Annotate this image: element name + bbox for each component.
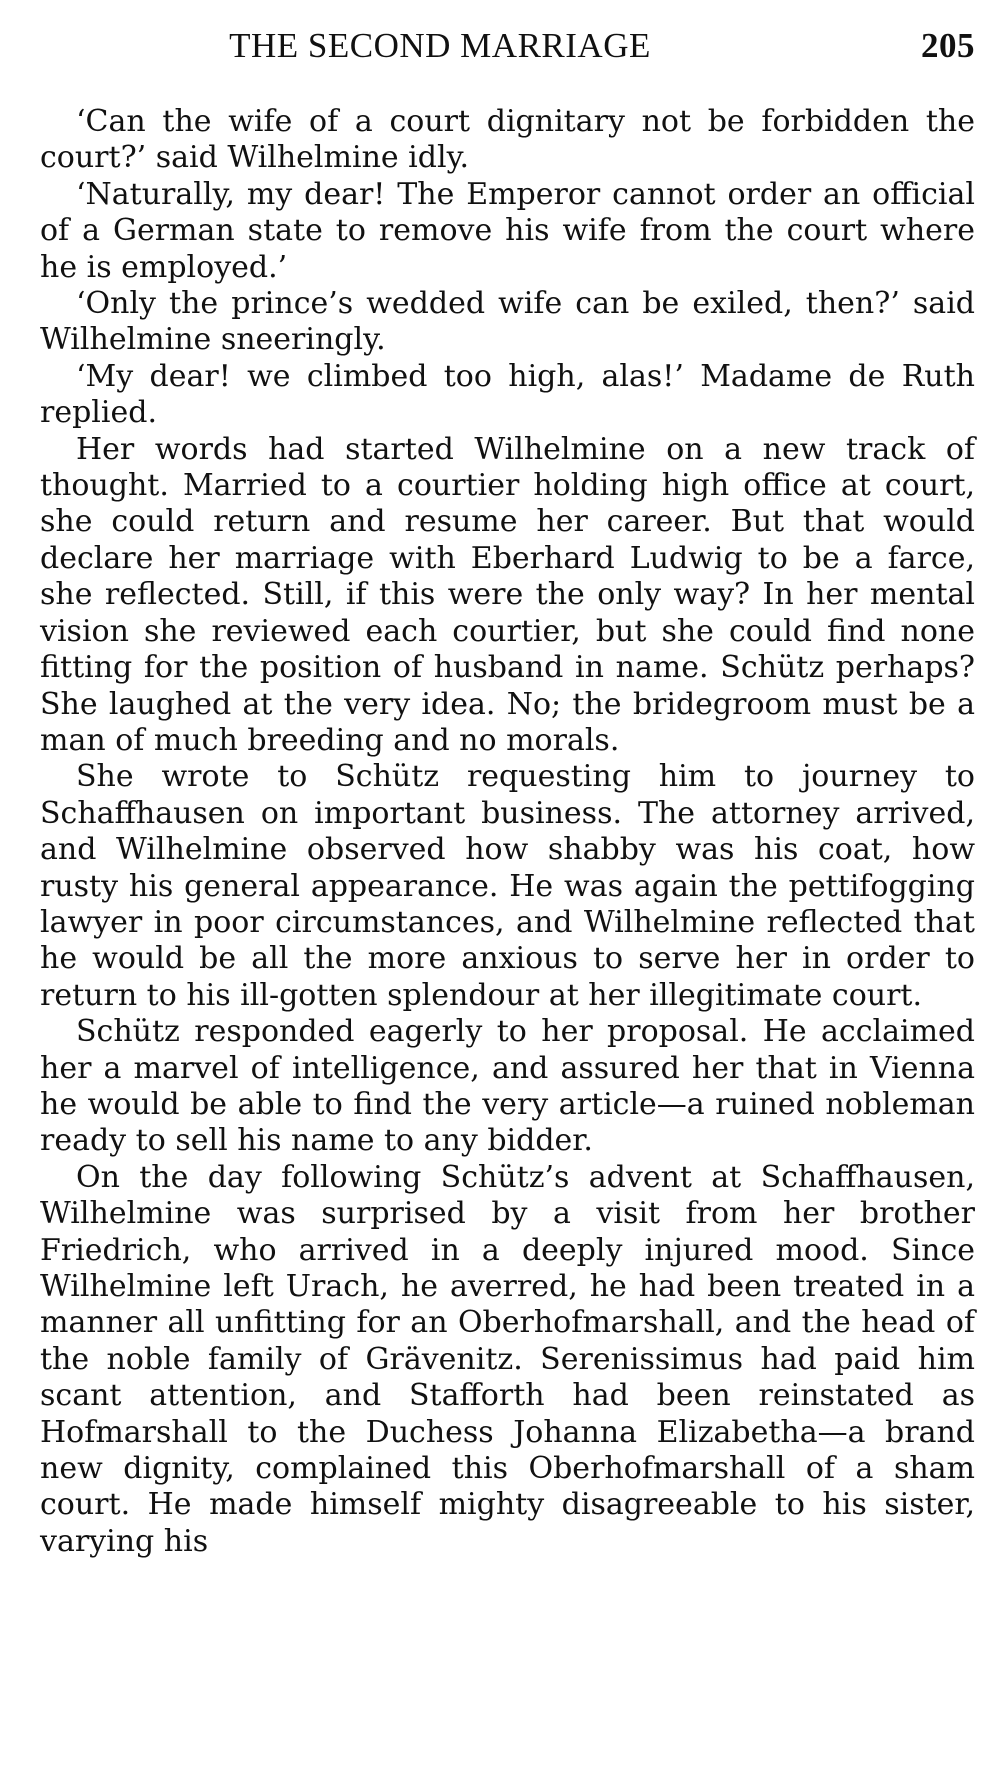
running-head: [40, 18, 975, 78]
paragraph-2: ‘Naturally, my dear! The Emperor cannot order an official of a German state to remove his wife from the court where he is employed.’: [40, 176, 975, 285]
body-text: [40, 104, 975, 1560]
paragraph-8: On the day following Schütz’s advent at Schaffhausen, Wilhelmine was surprised by a visit from her brother Friedrich, who arrived in a deeply injured mood. Since Wilhelmine left Urach, he averred, he had been treated in a manner all unfitting for an Oberhofmarshall, and the head of the noble family of Grävenitz. Serenissimus had paid him scant attention, and Stafforth had been reinstated as Hofmarshall to the Duchess Johanna Elizabetha—a brand new dignity, complained this Oberhofmarshall of a sham court. He made himself mighty disagreeable to his sister, varying his: [40, 1159, 975, 1559]
paragraph-7: Schütz responded eagerly to her proposal. He acclaimed her a marvel of intelligence, and assured her that in Vienna he would be able to find the very article—a ruined nobleman ready to sell his name to any bidder.: [40, 1014, 975, 1159]
paragraph-6: She wrote to Schütz requesting him to journey to Schaffhausen on important business. The attorney arrived, and Wilhelmine observed how shabby was his coat, how rusty his general appearance. He was again the pettifogging lawyer in poor circumstances, and Wilhelmine reflected that he would be all the more anxious to serve her in order to return to his ill-gotten splendour at her illegitimate court.: [40, 759, 975, 1013]
paragraph-4: ‘My dear! we climbed too high, alas!’ Madame de Ruth replied.: [40, 358, 975, 431]
chapter-title: THE SECOND MARRIAGE: [229, 26, 651, 65]
paragraph-3: ‘Only the prince’s wedded wife can be exiled, then?’ said Wilhelmine sneeringly.: [40, 286, 975, 358]
paragraph-1: ‘Can the wife of a court dignitary not be forbidden the court?’ said Wilhelmine idly.: [40, 104, 975, 176]
paragraph-5: Her words had started Wilhelmine on a new track of thought. Married to a courtier holding high office at court, she could return and resume her career. But that would declare her marriage with Eberhard Ludwig to be a farce, she reflected. Still, if this were the only way? In her mental vision she reviewed each courtier, but she could find none fitting for the position of husband in name. Schütz perhaps? She laughed at the very idea. No; the bridegroom must be a man of much breeding and no morals.: [40, 431, 975, 758]
page-number: 205: [921, 26, 975, 65]
book-page: [40, 18, 975, 1758]
